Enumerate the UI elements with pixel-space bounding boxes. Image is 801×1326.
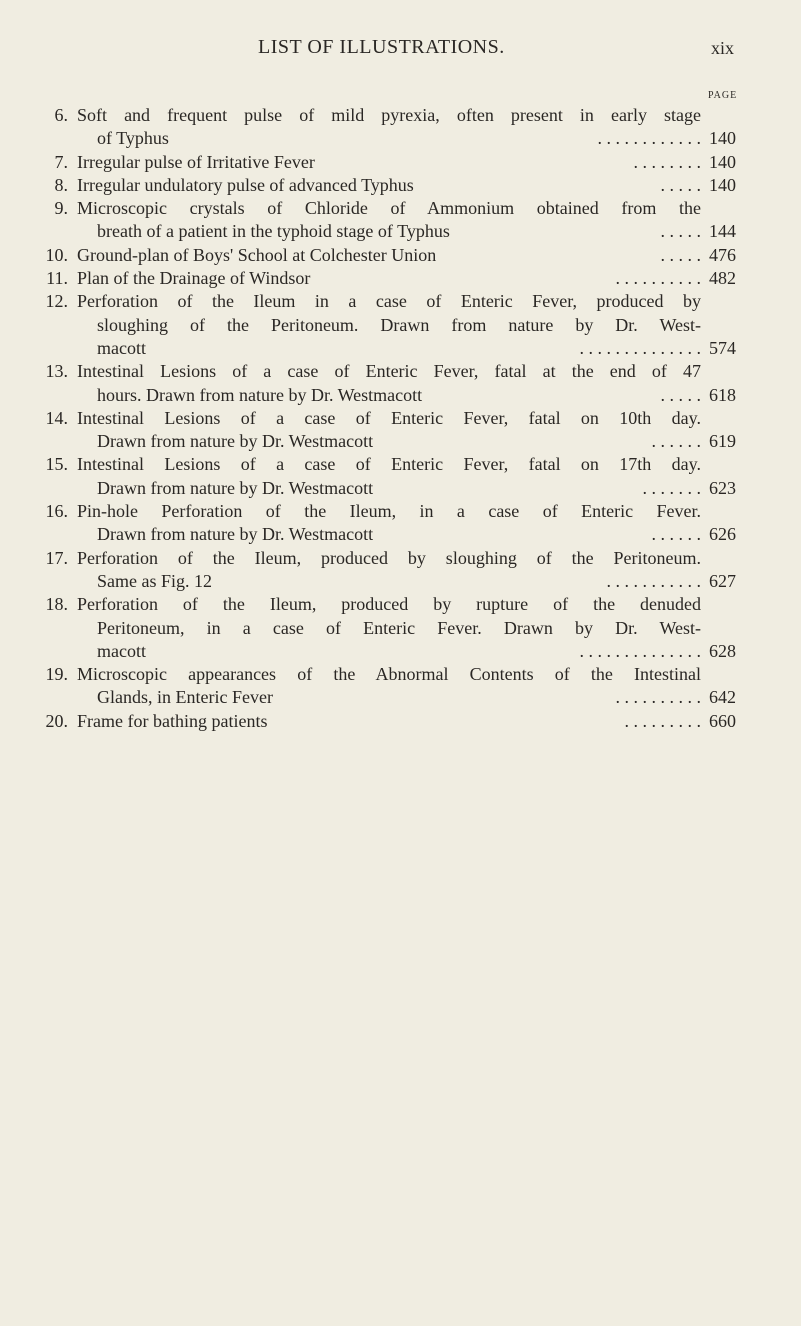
list-item — [0, 174, 801, 197]
leader-dots: . . . . . — [661, 244, 702, 267]
caption-line — [77, 151, 701, 174]
entry-number: 7. — [54, 151, 68, 172]
entry-number: 10. — [45, 244, 68, 265]
caption-text: Intestinal Lesions of a case of Enteric Fever, fatal on 10th day. — [77, 407, 701, 428]
leader-dots: . . . . . . . . . . . . . . — [580, 337, 702, 360]
caption-text: macott — [97, 337, 146, 358]
entry-caption — [77, 547, 701, 594]
list-item — [0, 104, 801, 151]
leader-dots: . . . . . . — [652, 523, 702, 546]
list-item — [0, 547, 801, 594]
caption-text: Soft and frequent pulse of mild pyrexia, often present in early stage — [77, 105, 701, 125]
list-item — [0, 663, 801, 710]
caption-line — [77, 430, 701, 453]
list-item — [0, 360, 801, 407]
caption-line — [77, 640, 701, 663]
entry-number: 11. — [46, 268, 68, 289]
entry-number: 8. — [54, 174, 68, 195]
caption-text: Drawn from nature by Dr. Westmacott — [97, 431, 374, 452]
caption-line — [77, 686, 701, 709]
caption-text: hours. Drawn from nature by Dr. Westmacott — [97, 384, 423, 405]
caption-line — [77, 500, 701, 523]
list-item — [0, 500, 801, 547]
entry-caption — [77, 663, 701, 710]
entry-caption — [77, 290, 701, 360]
leader-dots: . . . . . . . . . — [625, 710, 702, 733]
caption-text: Perforation of the Ileum in a case of Enteric Fever, produced by — [77, 291, 701, 312]
entry-number: 18. — [45, 594, 68, 615]
page-number: 482 — [709, 268, 736, 289]
caption-line — [77, 104, 701, 127]
leader-dots: . . . . . . — [652, 430, 702, 453]
caption-text: Microscopic crystals of Chloride of Ammonium obtained from the — [77, 198, 701, 219]
page-number: 140 — [709, 151, 736, 172]
caption-text: Glands, in Enteric Fever — [97, 687, 273, 708]
entry-caption — [77, 174, 701, 197]
caption-line — [77, 453, 701, 476]
caption-line — [77, 477, 701, 500]
caption-line — [77, 244, 701, 267]
caption-text: Irregular pulse of Irritative Fever — [77, 151, 315, 172]
caption-text: sloughing of the Peritoneum. Drawn from nature by Dr. West- — [97, 314, 701, 335]
leader-dots: . . . . . . . . — [634, 151, 702, 174]
page-number: 140 — [709, 128, 736, 149]
page-number: 627 — [709, 570, 736, 591]
list-item — [0, 593, 801, 663]
list-item — [0, 197, 801, 244]
caption-line — [77, 384, 701, 407]
list-item — [0, 453, 801, 500]
entry-number: 15. — [45, 454, 68, 475]
page-number: 144 — [709, 221, 736, 242]
page-number: 574 — [709, 337, 736, 358]
entry-caption — [77, 453, 701, 500]
caption-text: of Typhus — [97, 128, 169, 149]
page-title: LIST OF ILLUSTRATIONS. — [258, 36, 505, 58]
caption-text: Microscopic appearances of the Abnormal Contents of the Intestinal — [77, 664, 701, 685]
page-number: 476 — [709, 244, 736, 265]
caption-line — [77, 547, 701, 570]
caption-text: breath of a patient in the typhoid stage of Typhus — [97, 221, 450, 242]
entry-caption — [77, 104, 701, 151]
entry-number: 17. — [45, 547, 68, 568]
leader-dots: . . . . . — [661, 220, 702, 243]
entry-caption — [77, 197, 701, 244]
caption-line — [77, 360, 701, 383]
caption-text: Ground-plan of Boys' School at Colchester Union — [77, 244, 437, 265]
entry-number: 6. — [54, 105, 68, 125]
caption-text: Frame for bathing patients — [77, 710, 268, 731]
caption-line — [77, 220, 701, 243]
caption-text: Plan of the Drainage of Windsor — [77, 268, 311, 289]
entry-caption — [77, 244, 701, 267]
caption-text: macott — [97, 640, 146, 661]
page-number: 619 — [709, 431, 736, 452]
leader-dots: . . . . . — [661, 384, 702, 407]
illustrations-list — [0, 104, 801, 733]
list-item — [0, 267, 801, 290]
leader-dots: . . . . . . . . . . . . . . — [580, 640, 702, 663]
caption-line — [77, 197, 701, 220]
caption-text: Intestinal Lesions of a case of Enteric Fever, fatal at the end of 47 — [77, 361, 701, 382]
caption-text: Irregular undulatory pulse of advanced Typhus — [77, 174, 414, 195]
entry-number: 16. — [45, 501, 68, 522]
leader-dots: . . . . . . . . . . . . — [598, 127, 702, 150]
list-item — [0, 151, 801, 174]
caption-line — [77, 523, 701, 546]
entry-caption — [77, 151, 701, 174]
caption-line — [77, 127, 701, 150]
list-item — [0, 407, 801, 454]
caption-line — [77, 267, 701, 290]
entry-number: 12. — [45, 291, 68, 312]
caption-line — [77, 593, 701, 616]
entry-number: 13. — [45, 361, 68, 382]
caption-line — [77, 290, 701, 313]
entry-number: 14. — [45, 407, 68, 428]
page-column-label: PAGE — [708, 90, 738, 101]
entry-caption — [77, 593, 701, 663]
leader-dots: . . . . . . . . . . — [616, 267, 702, 290]
entry-number: 20. — [45, 710, 68, 731]
caption-line — [77, 663, 701, 686]
caption-line — [77, 570, 701, 593]
caption-line — [77, 337, 701, 360]
list-item — [0, 244, 801, 267]
entry-number: 9. — [54, 198, 68, 219]
page-number: 618 — [709, 384, 736, 405]
caption-line — [77, 617, 701, 640]
caption-text: Perforation of the Ileum, produced by sloughing of the Peritoneum. — [77, 547, 701, 568]
caption-line — [77, 710, 701, 733]
page-number: 623 — [709, 477, 736, 498]
caption-line — [77, 314, 701, 337]
caption-text: Peritoneum, in a case of Enteric Fever. Drawn by Dr. West- — [97, 617, 701, 638]
list-item — [0, 290, 801, 360]
entry-caption — [77, 407, 701, 454]
page-number: 628 — [709, 640, 736, 661]
caption-line — [77, 174, 701, 197]
entry-caption — [77, 360, 701, 407]
page-number: 642 — [709, 687, 736, 708]
entry-caption — [77, 710, 701, 733]
leader-dots: . . . . . . . . . . — [616, 686, 702, 709]
page-number: 140 — [709, 174, 736, 195]
caption-text: Drawn from nature by Dr. Westmacott — [97, 524, 374, 545]
entry-number: 19. — [45, 664, 68, 685]
caption-line — [77, 407, 701, 430]
list-item — [0, 710, 801, 733]
caption-text: Pin-hole Perforation of the Ileum, in a case of Enteric Fever. — [77, 501, 701, 522]
page-number: 626 — [709, 524, 736, 545]
leader-dots: . . . . . — [661, 174, 702, 197]
entry-caption — [77, 267, 701, 290]
entry-caption — [77, 500, 701, 547]
page-folio: xix — [711, 38, 735, 58]
caption-text: Intestinal Lesions of a case of Enteric Fever, fatal on 17th day. — [77, 454, 701, 475]
page-number: 660 — [709, 710, 736, 731]
leader-dots: . . . . . . . — [643, 477, 702, 500]
caption-text: Same as Fig. 12 — [97, 570, 212, 591]
caption-text: Perforation of the Ileum, produced by rupture of the denuded — [77, 594, 701, 615]
caption-text: Drawn from nature by Dr. Westmacott — [97, 477, 374, 498]
leader-dots: . . . . . . . . . . . — [607, 570, 702, 593]
